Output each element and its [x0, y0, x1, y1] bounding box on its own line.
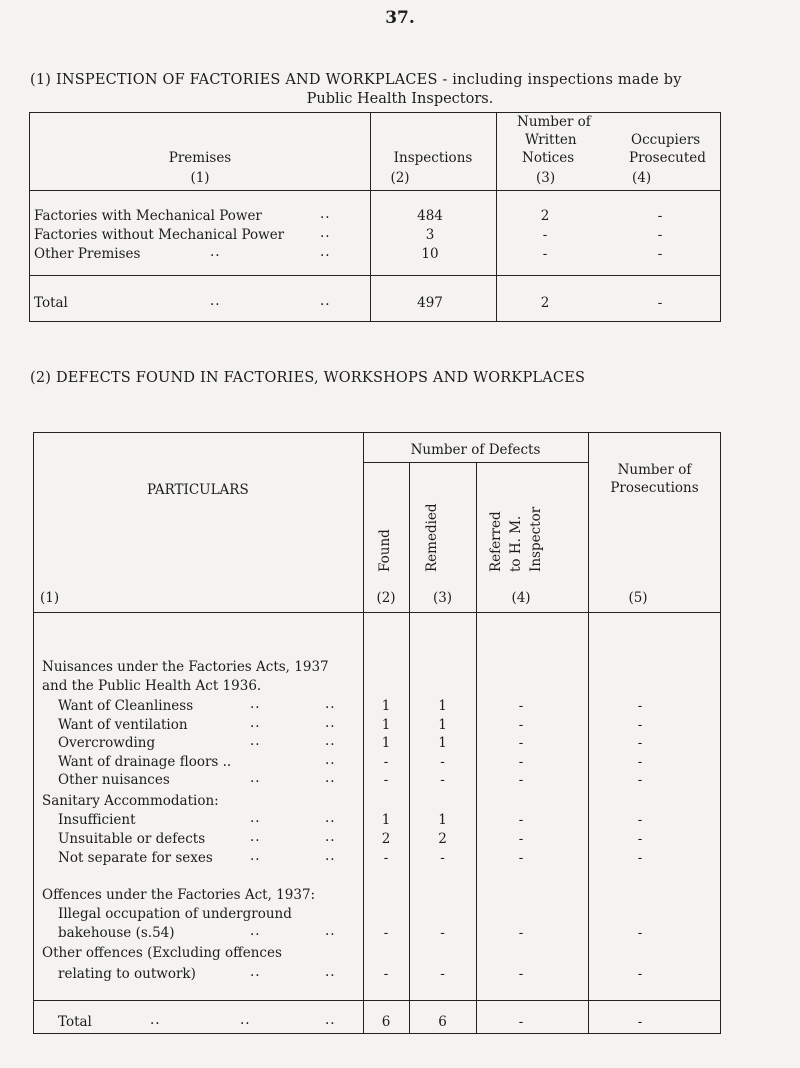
offences-heading: Offences under the Factories Act, 1937: [42, 887, 316, 903]
row-label: Other nuisances [58, 772, 170, 789]
prosecutions-value: - [637, 735, 643, 752]
found-value: - [383, 850, 389, 866]
referred-value: - [518, 698, 524, 714]
inspections-value: 484 [417, 208, 443, 224]
col-remedied-num: (3) [432, 590, 453, 606]
prosecutions-value: - [637, 850, 643, 866]
col-number-of-defects: Number of Defects [410, 442, 541, 458]
leader-dots: .. [325, 848, 336, 864]
prosecutions-value: - [637, 925, 643, 941]
leader-dots: .. [325, 696, 336, 712]
remedied-value: 1 [438, 698, 447, 714]
header-divider [29, 190, 721, 191]
referred-value: - [518, 716, 524, 733]
leader-dots: .. [250, 770, 261, 787]
row-label: Factories without Mechanical Power [34, 227, 285, 243]
col-to-hm: to H. M. [508, 515, 524, 572]
found-value: - [383, 772, 389, 789]
notices-value: 2 [540, 208, 550, 224]
leader-dots: .. [320, 293, 331, 309]
found-value: 1 [381, 812, 391, 828]
leader-dots: .. [210, 244, 221, 260]
total-referred: - [518, 1014, 524, 1030]
remedied-value: 1 [438, 812, 447, 828]
leader-dots: .. [250, 848, 261, 864]
referred-value: - [518, 753, 524, 770]
remedied-value: - [440, 966, 445, 982]
row-label: Overcrowding [58, 735, 156, 752]
row-label: Factories with Mechanical Power [34, 208, 262, 224]
prosecutions-value: - [637, 772, 643, 789]
col-remedied: Remedied [424, 503, 440, 572]
inspections-value: 10 [421, 246, 439, 262]
notices-value: - [542, 246, 548, 262]
row-label: Insufficient [58, 812, 136, 828]
col-divider-2 [496, 112, 497, 322]
found-value: - [383, 925, 389, 941]
leader-dots: .. [325, 923, 336, 939]
leader-dots: .. [325, 964, 336, 980]
remedied-value: - [440, 925, 445, 941]
col-referred: Referred [488, 511, 504, 572]
remedied-value: - [440, 753, 445, 770]
sanitary-heading: Sanitary Accommodation: [42, 793, 219, 809]
leader-dots: .. [325, 1012, 336, 1028]
offence-1-label-line2: bakehouse (s.54) [58, 925, 175, 941]
prosecutions-value: - [637, 966, 643, 982]
found-value: - [383, 753, 389, 770]
leader-dots: .. [240, 1012, 251, 1028]
prosecuted-value: - [657, 227, 663, 243]
col-written: Written [525, 132, 577, 148]
nuisances-heading-line2: and the Public Health Act 1936. [42, 678, 262, 694]
row-label: Want of drainage floors .. [58, 753, 232, 770]
row-label: Want of ventilation [58, 716, 188, 733]
notices-value: - [542, 227, 548, 243]
nuisances-heading: Nuisances under the Factories Acts, 1937 [42, 659, 329, 675]
col-particulars: PARTICULARS [147, 482, 249, 498]
referred-value: - [518, 925, 524, 941]
col-inspections: Inspections [393, 150, 473, 166]
col-divider-1 [370, 112, 371, 322]
leader-dots: .. [325, 733, 336, 750]
section2-heading: (2) DEFECTS FOUND IN FACTORIES, WORKSHOPS AND WORKPLACES [30, 370, 586, 386]
section1-heading: (1) INSPECTION OF FACTORIES AND WORKPLACES - including inspections made by [30, 72, 682, 88]
remedied-value: - [440, 850, 445, 866]
leader-dots: .. [325, 829, 336, 845]
col-prosecutions-num: (5) [628, 590, 648, 606]
col-particulars-num: (1) [40, 590, 60, 606]
found-value: 1 [381, 716, 391, 733]
total-prosecuted: - [657, 295, 663, 311]
row-label: Unsuitable or defects [58, 831, 206, 847]
leader-dots: .. [250, 714, 261, 731]
prosecutions-value: - [637, 753, 643, 770]
col-number-of: Number of [517, 114, 591, 130]
referred-value: - [518, 966, 524, 982]
offence-2-label-line2: relating to outwork) [58, 966, 196, 982]
col-inspections-num: (2) [390, 170, 410, 186]
total-inspections: 497 [417, 295, 443, 311]
total-prosecutions: - [637, 1014, 643, 1030]
prosecuted-value: - [657, 208, 663, 224]
col-divider-1 [363, 432, 364, 1034]
page-number: 37. [385, 8, 415, 28]
total-divider [33, 1000, 721, 1001]
leader-dots: .. [150, 1012, 161, 1028]
col-inspector: Inspector [528, 506, 544, 572]
col-prosecutions: Prosecutions [610, 480, 699, 496]
col-notices: Notices [522, 150, 575, 166]
leader-dots: .. [320, 225, 331, 241]
leader-dots: .. [325, 770, 336, 787]
row-label: Want of Cleanliness [58, 698, 194, 714]
leader-dots: .. [250, 733, 261, 750]
leader-dots: .. [250, 810, 261, 826]
referred-value: - [518, 850, 524, 866]
referred-value: - [518, 812, 524, 828]
header-divider [33, 612, 721, 613]
remedied-value: - [440, 772, 445, 789]
leader-dots: .. [210, 293, 221, 309]
total-label: Total [34, 295, 68, 311]
col-found: Found [377, 529, 393, 572]
referred-value: - [518, 735, 524, 752]
col-prosecuted: Prosecuted [629, 150, 706, 166]
total-divider [29, 275, 721, 276]
inspections-value: 3 [425, 227, 435, 243]
referred-value: - [518, 772, 524, 789]
offence-1-label: Illegal occupation of underground [58, 906, 292, 922]
remedied-value: 1 [438, 735, 447, 752]
col-divider-4 [588, 432, 589, 1034]
found-value: 1 [381, 698, 391, 714]
defects-table-border [33, 432, 721, 1034]
col-premises: Premises [168, 150, 232, 166]
leader-dots: .. [325, 714, 336, 731]
col-found-num: (2) [376, 590, 396, 606]
leader-dots: .. [250, 964, 261, 980]
remedied-value: 1 [438, 716, 447, 733]
referred-value: - [518, 831, 524, 847]
leader-dots: .. [320, 244, 331, 260]
col-premises-num: (1) [190, 170, 210, 186]
row-label: Not separate for sexes [58, 850, 213, 866]
leader-dots: .. [320, 206, 331, 222]
row-label: Other Premises [34, 246, 141, 262]
leader-dots: .. [325, 751, 336, 768]
section1-subheading: Public Health Inspectors. [306, 91, 494, 107]
prosecutions-value: - [637, 812, 643, 828]
total-found: 6 [381, 1014, 391, 1030]
found-value: - [383, 966, 389, 982]
col-number-of: Number of [617, 462, 692, 478]
col-occupiers: Occupiers [631, 132, 701, 148]
found-value: 1 [381, 735, 391, 752]
col-notices-num: (3) [536, 170, 556, 186]
offence-2-label: Other offences (Excluding offences [42, 945, 282, 961]
prosecutions-value: - [637, 831, 643, 847]
found-value: 2 [381, 831, 391, 847]
leader-dots: .. [250, 829, 261, 845]
leader-dots: .. [250, 923, 261, 939]
total-notices: 2 [540, 295, 550, 311]
leader-dots: .. [250, 696, 261, 712]
leader-dots: .. [325, 810, 336, 826]
col-prosecuted-num: (4) [632, 170, 652, 186]
col-referred-num: (4) [511, 590, 531, 606]
total-remedied: 6 [438, 1014, 447, 1030]
remedied-value: 2 [438, 831, 447, 847]
prosecutions-value: - [637, 716, 643, 733]
prosecuted-value: - [657, 246, 663, 262]
total-label: Total [58, 1014, 92, 1030]
prosecutions-value: - [637, 698, 643, 714]
